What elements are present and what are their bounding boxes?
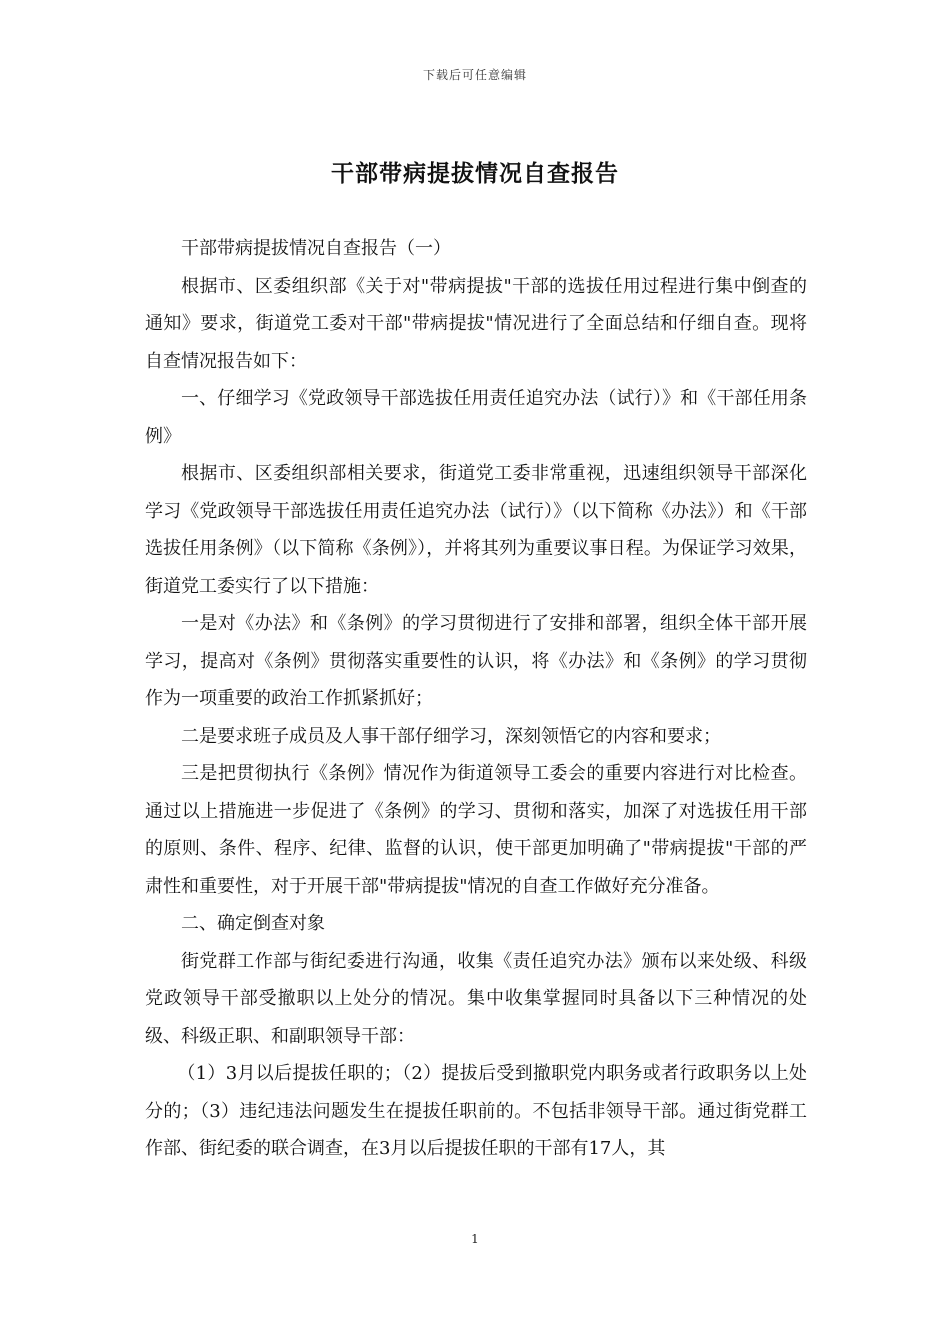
header-note: 下载后可任意编辑 <box>422 68 527 82</box>
document-title: 干部带病提拔情况自查报告 <box>331 161 619 187</box>
section-heading: 一、仔细学习《党政领导干部选拔任用责任追究办法（试行）》和《干部任用条例》 <box>145 388 807 447</box>
body-paragraph: 二是要求班子成员及人事干部仔细学习，深刻领悟它的内容和要求； <box>181 725 721 747</box>
body-paragraph: 根据市、区委组织部相关要求，街道党工委非常重视，迅速组织领导干部深化学习《党政领导干部选拔任用责任追究办法（试行）》（以下简称《办法》）和《干部选拔任用条例》（以下简称《条例》），并将其列为重要议事日程。为保证学习效果，街道党工委实行了以下措施： <box>145 463 807 597</box>
body-paragraph: 街党群工作部与街纪委进行沟通，收集《责任追究办法》颁布以来处级、科级党政领导干部受撤职以上处分的情况。集中收集掌握同时具备以下三种情况的处级、科级正职、和副职领导干部： <box>145 950 807 1047</box>
body-paragraph: （1）3月以后提拔任职的；（2）提拔后受到撤职党内职务或者行政职务以上处分的；（3）违纪违法问题发生在提拔任职前的。不包括非领导干部。通过街党群工作部、街纪委的联合调查，在3月以后提拔任职的干部有17人，其 <box>145 1063 807 1159</box>
document-body <box>145 230 807 1168</box>
body-paragraph: 一是对《办法》和《条例》的学习贯彻进行了安排和部署，组织全体干部开展学习，提高对《条例》贯彻落实重要性的认识，将《办法》和《条例》的学习贯彻作为一项重要的政治工作抓紧抓好； <box>145 613 807 709</box>
section-heading: 二、确定倒查对象 <box>181 913 325 934</box>
report-subtitle: 干部带病提拔情况自查报告（一） <box>181 238 451 259</box>
body-paragraph: 根据市、区委组织部《关于对"带病提拔"干部的选拔任用过程进行集中倒查的通知》要求，街道党工委对干部"带病提拔"情况进行了全面总结和仔细自查。现将自查情况报告如下： <box>145 275 807 372</box>
body-paragraph: 三是把贯彻执行《条例》情况作为街道领导工委会的重要内容进行对比检查。通过以上措施进一步促进了《条例》的学习、贯彻和落实，加深了对选拔任用干部的原则、条件、程序、纪律、监督的认识，使干部更加明确了"带病提拔"干部的严肃性和重要性，对于开展干部"带病提拔"情况的自查工作做好充分准备。 <box>145 763 807 897</box>
page-number: 1 <box>471 1232 479 1246</box>
